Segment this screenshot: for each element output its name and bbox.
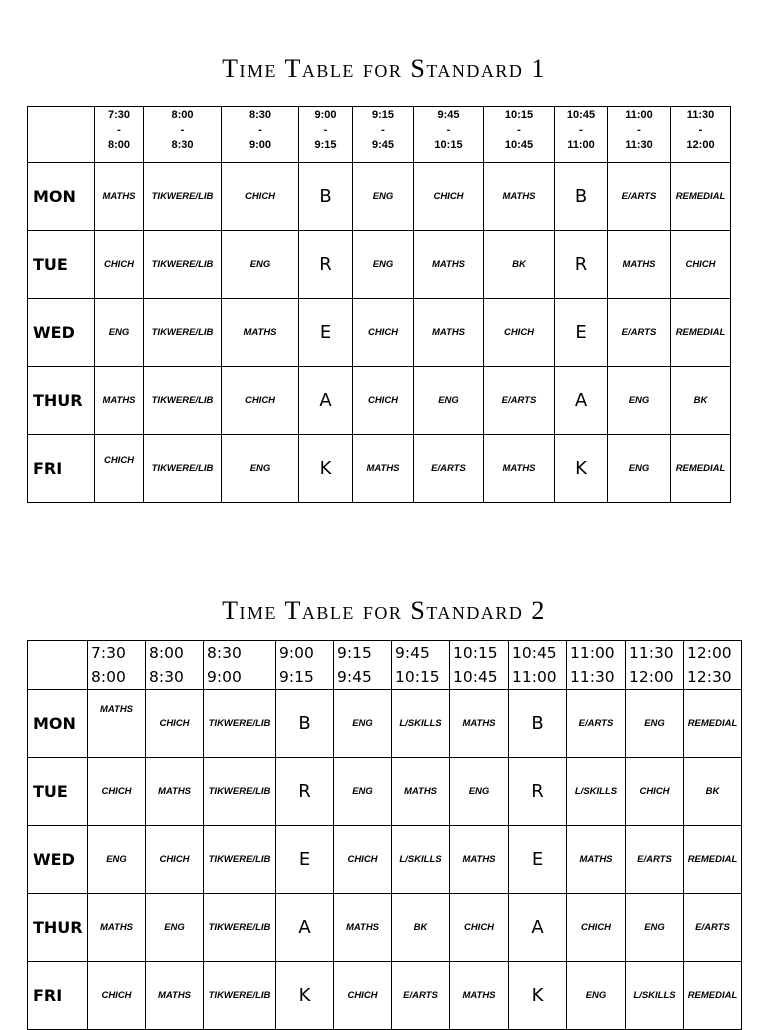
time-end: 9:15 [279, 668, 314, 686]
subject-cell: CHICH [146, 690, 204, 758]
subject-cell: TIKWERE/LIB [144, 163, 222, 231]
subject-cell: CHICH [88, 758, 146, 826]
subject-cell: MATHS [353, 435, 414, 503]
subject-cell: BK [392, 894, 450, 962]
break-letter: E [276, 826, 334, 894]
time-slot-header [95, 107, 144, 163]
subject-cell: CHICH [450, 894, 509, 962]
day-row [28, 826, 742, 894]
time-end: 10:45 [504, 139, 534, 151]
standard-2-timetable [27, 640, 742, 1030]
subject-cell: MATHS [484, 435, 555, 503]
time-start: 10:15 [504, 109, 534, 121]
header-row [28, 641, 742, 690]
subject-cell: MATHS [88, 894, 146, 962]
time-end: 11:30 [570, 668, 615, 686]
time-sep: - [698, 124, 703, 136]
time-slot-header [334, 641, 392, 690]
time-sep: - [446, 124, 451, 136]
subject-cell: CHICH [626, 758, 684, 826]
time-start: 11:30 [629, 644, 674, 662]
time-start: 11:00 [625, 109, 653, 121]
time-end: 9:00 [248, 139, 272, 151]
time-end: 9:45 [337, 668, 372, 686]
time-start: 8:30 [207, 644, 242, 662]
day-label: TUE [28, 231, 95, 299]
subject-cell: MATHS [450, 826, 509, 894]
subject-cell: TIKWERE/LIB [204, 758, 276, 826]
time-slot-header [509, 641, 567, 690]
day-row [28, 690, 742, 758]
day-row [28, 962, 742, 1030]
subject-cell: TIKWERE/LIB [144, 367, 222, 435]
subject-cell: ENG [608, 435, 671, 503]
time-start: 9:15 [337, 644, 372, 662]
subject-cell: REMEDIAL [671, 299, 731, 367]
corner-cell [28, 641, 88, 690]
time-start: 7:30 [107, 109, 131, 121]
corner-cell [28, 107, 95, 163]
subject-cell: ENG [567, 962, 626, 1030]
header-row [28, 107, 731, 163]
day-row [28, 894, 742, 962]
time-slot-header [450, 641, 509, 690]
subject-cell: TIKWERE/LIB [144, 435, 222, 503]
time-start: 10:15 [453, 644, 498, 662]
time-end: 12:30 [687, 668, 732, 686]
subject-cell: BK [684, 758, 742, 826]
subject-cell: CHICH [414, 163, 484, 231]
time-slot-header [276, 641, 334, 690]
time-start: 10:45 [512, 644, 557, 662]
time-start: 8:00 [149, 644, 184, 662]
break-letter: R [299, 231, 353, 299]
time-start: 8:00 [171, 109, 194, 121]
day-label: FRI [28, 435, 95, 503]
subject-cell: ENG [450, 758, 509, 826]
break-letter: B [276, 690, 334, 758]
subject-cell: ENG [626, 894, 684, 962]
break-letter: E [555, 299, 608, 367]
time-slot-header [414, 107, 484, 163]
day-row [28, 163, 731, 231]
time-slot-header [88, 641, 146, 690]
subject-cell: CHICH [567, 894, 626, 962]
subject-cell: CHICH [146, 826, 204, 894]
day-row [28, 758, 742, 826]
time-end: 9:00 [207, 668, 242, 686]
time-start: 11:30 [686, 109, 715, 121]
subject-cell: MATHS [334, 894, 392, 962]
subject-cell: ENG [334, 758, 392, 826]
time-start: 9:00 [314, 109, 337, 121]
subject-cell: CHICH [95, 231, 144, 299]
subject-cell: MATHS [222, 299, 299, 367]
subject-cell: ENG [222, 231, 299, 299]
subject-cell: E/ARTS [684, 894, 742, 962]
subject-cell: L/SKILLS [626, 962, 684, 1030]
time-slot-header [567, 641, 626, 690]
time-end: 11:00 [567, 139, 595, 151]
subject-cell: E/ARTS [626, 826, 684, 894]
subject-cell: ENG [146, 894, 204, 962]
subject-cell: ENG [626, 690, 684, 758]
subject-cell: REMEDIAL [684, 826, 742, 894]
break-letter: A [555, 367, 608, 435]
time-slot-header [204, 641, 276, 690]
time-slot-header [484, 107, 555, 163]
time-slot-header [608, 107, 671, 163]
subject-cell: E/ARTS [414, 435, 484, 503]
subject-cell: E/ARTS [608, 163, 671, 231]
break-letter: R [276, 758, 334, 826]
break-letter: E [299, 299, 353, 367]
subject-cell: MATHS [414, 231, 484, 299]
time-start: 9:15 [371, 109, 395, 121]
time-end: 10:15 [395, 668, 440, 686]
break-letter: A [276, 894, 334, 962]
subject-cell: CHICH [222, 163, 299, 231]
time-end: 8:30 [149, 668, 184, 686]
time-slot-header [144, 107, 222, 163]
day-row [28, 435, 731, 503]
day-label: THUR [28, 367, 95, 435]
subject-cell: TIKWERE/LIB [144, 299, 222, 367]
subject-cell: CHICH [222, 367, 299, 435]
day-row [28, 367, 731, 435]
subject-cell: MATHS [392, 758, 450, 826]
subject-cell: E/ARTS [608, 299, 671, 367]
subject-cell: REMEDIAL [684, 962, 742, 1030]
day-label: MON [28, 163, 95, 231]
time-start: 9:00 [279, 644, 314, 662]
time-end: 10:15 [434, 139, 463, 151]
break-letter: B [509, 690, 567, 758]
time-slot-header [222, 107, 299, 163]
subject-cell: REMEDIAL [684, 690, 742, 758]
time-sep: - [381, 124, 385, 136]
subject-cell: MATHS [608, 231, 671, 299]
time-end: 11:00 [512, 668, 557, 686]
subject-cell: MATHS [450, 690, 509, 758]
subject-cell: E/ARTS [567, 690, 626, 758]
subject-cell: MATHS [95, 163, 144, 231]
time-slot-header [684, 641, 742, 690]
subject-cell: REMEDIAL [671, 163, 731, 231]
time-slot-header [392, 641, 450, 690]
subject-cell: CHICH [334, 962, 392, 1030]
break-letter: B [299, 163, 353, 231]
subject-cell: MATHS [414, 299, 484, 367]
time-slot-header [626, 641, 684, 690]
break-letter: B [555, 163, 608, 231]
subject-cell: ENG [353, 163, 414, 231]
subject-cell: TIKWERE/LIB [204, 690, 276, 758]
subject-cell: MATHS [450, 962, 509, 1030]
subject-cell: CHICH [484, 299, 555, 367]
standard-1-timetable [27, 106, 731, 503]
day-row [28, 299, 731, 367]
subject-cell: TIKWERE/LIB [204, 826, 276, 894]
subject-cell: L/SKILLS [392, 690, 450, 758]
time-start: 10:45 [566, 109, 596, 121]
subject-cell: BK [484, 231, 555, 299]
time-sep: - [258, 124, 262, 136]
day-label: THUR [28, 894, 88, 962]
subject-cell: E/ARTS [484, 367, 555, 435]
subject-cell: CHICH [671, 231, 731, 299]
time-end: 12:00 [629, 668, 674, 686]
time-end: 11:30 [625, 139, 653, 151]
time-end: 9:45 [371, 139, 395, 151]
break-letter: K [509, 962, 567, 1030]
time-end: 9:15 [314, 139, 337, 151]
subject-cell: CHICH [353, 299, 414, 367]
standard-2-title: Time Table for Standard 2 [222, 596, 546, 625]
subject-cell: ENG [608, 367, 671, 435]
time-sep: - [180, 124, 185, 136]
subject-cell: E/ARTS [392, 962, 450, 1030]
subject-cell: ENG [95, 299, 144, 367]
time-end: 8:00 [107, 139, 131, 151]
subject-cell: TIKWERE/LIB [204, 894, 276, 962]
time-sep: - [323, 124, 328, 136]
day-label: MON [28, 690, 88, 758]
subject-cell: MATHS [567, 826, 626, 894]
subject-cell: L/SKILLS [567, 758, 626, 826]
subject-cell: BK [671, 367, 731, 435]
subject-cell: CHICH [95, 435, 144, 503]
day-row [28, 231, 731, 299]
time-end: 12:00 [686, 139, 715, 151]
subject-cell: MATHS [146, 962, 204, 1030]
time-slot-header [353, 107, 414, 163]
day-label: TUE [28, 758, 88, 826]
standard-1-title: Time Table for Standard 1 [222, 54, 546, 83]
subject-cell: ENG [353, 231, 414, 299]
subject-cell: MATHS [146, 758, 204, 826]
time-start: 8:30 [248, 109, 272, 121]
break-letter: K [555, 435, 608, 503]
subject-cell: ENG [414, 367, 484, 435]
time-start: 7:30 [91, 644, 126, 662]
time-slot-header [555, 107, 608, 163]
break-letter: K [299, 435, 353, 503]
day-label: FRI [28, 962, 88, 1030]
break-letter: R [555, 231, 608, 299]
time-sep: - [637, 124, 641, 136]
subject-cell: ENG [334, 690, 392, 758]
break-letter: R [509, 758, 567, 826]
subject-cell: CHICH [353, 367, 414, 435]
time-end: 8:00 [91, 668, 126, 686]
subject-cell: MATHS [484, 163, 555, 231]
time-slot-header [671, 107, 731, 163]
time-end: 10:45 [453, 668, 498, 686]
break-letter: K [276, 962, 334, 1030]
subject-cell: L/SKILLS [392, 826, 450, 894]
subject-cell: MATHS [95, 367, 144, 435]
time-start: 12:00 [687, 644, 732, 662]
day-label: WED [28, 826, 88, 894]
time-sep: - [579, 124, 583, 136]
subject-cell: TIKWERE/LIB [144, 231, 222, 299]
time-end: 8:30 [171, 139, 194, 151]
subject-cell: TIKWERE/LIB [204, 962, 276, 1030]
day-label: WED [28, 299, 95, 367]
subject-cell: ENG [222, 435, 299, 503]
subject-cell: MATHS [88, 690, 146, 758]
time-slot-header [146, 641, 204, 690]
break-letter: A [299, 367, 353, 435]
time-sep: - [517, 124, 521, 136]
break-letter: E [509, 826, 567, 894]
subject-cell: ENG [88, 826, 146, 894]
subject-cell: CHICH [88, 962, 146, 1030]
time-sep: - [117, 124, 121, 136]
subject-cell: REMEDIAL [671, 435, 731, 503]
time-slot-header [299, 107, 353, 163]
break-letter: A [509, 894, 567, 962]
subject-cell: CHICH [334, 826, 392, 894]
time-start: 11:00 [570, 644, 615, 662]
time-start: 9:45 [437, 109, 460, 121]
time-start: 9:45 [395, 644, 430, 662]
